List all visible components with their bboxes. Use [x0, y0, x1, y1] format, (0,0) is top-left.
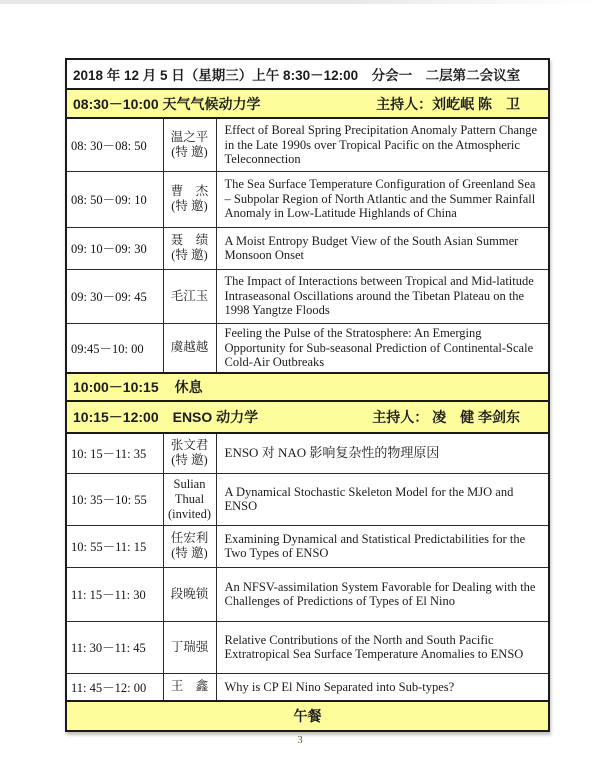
talk-title: An NFSV-assimilation System Favorable for Dealing with the Challenges of Predictions of Types of El Nino	[216, 567, 549, 621]
speaker-cell	[163, 621, 216, 673]
speaker-name: 张文君	[170, 438, 209, 453]
speaker-note: (特 邀)	[171, 453, 208, 468]
talk-time: 08: 30－08: 50	[66, 118, 163, 171]
talk-time: 11: 45－12: 00	[66, 673, 163, 701]
lunch-row	[66, 701, 549, 731]
speaker-name: 虞越越	[170, 340, 209, 355]
speaker-cell	[163, 323, 216, 373]
break-row	[66, 373, 549, 401]
speaker-note: (特 邀)	[171, 199, 208, 213]
talk-time: 09: 30－09: 45	[66, 269, 163, 323]
session2-header-row	[66, 401, 549, 433]
talk-time: 10: 55－11: 15	[66, 525, 163, 567]
talk-title: Examining Dynamical and Statistical Predictabilities for the Two Types of ENSO	[216, 525, 549, 567]
speaker-name: Sulian Thual	[173, 476, 206, 506]
session2-time-title: 10:15－12:00 ENSO 动力学	[73, 409, 259, 425]
talk-title: A Moist Entropy Budget View of the South Asian Summer Monsoon Onset	[216, 227, 549, 269]
talk-title: A Dynamical Stochastic Skeleton Model for the MJO and ENSO	[216, 473, 549, 525]
talk-title: Why is CP El Nino Separated into Sub-types?	[216, 673, 549, 701]
speaker-name: 温之平	[170, 129, 209, 144]
table-header-title: 2018 年 12 月 5 日（星期三）上午 8:30－12:00 分会一 二层第二会议室	[66, 59, 549, 89]
page-number: 3	[297, 734, 303, 746]
speaker-cell	[163, 118, 216, 171]
scan-edge-artifact	[0, 0, 600, 4]
speaker-name: 曹 杰	[170, 184, 209, 198]
talk-row	[66, 525, 549, 567]
speaker-cell	[163, 433, 216, 473]
talk-row	[66, 433, 549, 473]
talk-row	[66, 673, 549, 701]
talk-title: Feeling the Pulse of the Stratosphere: An Emerging Opportunity for Sub-seasonal Prediction of Continental-Scale Cold-Air Outbreaks	[216, 323, 549, 373]
talk-time: 11: 30－11: 45	[66, 621, 163, 673]
speaker-note: (特 邀)	[171, 248, 208, 262]
talk-row	[66, 269, 549, 323]
talk-title: Relative Contributions of the North and South Pacific Extratropical Sea Surface Temperature Anomalies to ENSO	[216, 621, 549, 673]
break-time: 10:00－10:15	[73, 379, 159, 395]
speaker-name: 任宏利	[170, 531, 209, 545]
session1-time-title: 08:30－10:00 天气气候动力学	[73, 95, 261, 112]
talk-time: 10: 35－10: 55	[66, 473, 163, 525]
talk-time: 10: 15－11: 35	[66, 433, 163, 473]
talk-title: The Impact of Interactions between Tropical and Mid-latitude Intraseasonal Oscillations around the Tibetan Plateau on the 1998 Yangtze Floods	[216, 269, 549, 323]
speaker-note: (invited)	[167, 506, 212, 521]
speaker-name: 段晚锁	[170, 586, 209, 601]
talk-row	[66, 473, 549, 525]
talk-row	[66, 227, 549, 269]
speaker-cell	[163, 269, 216, 323]
talk-row	[66, 621, 549, 673]
talk-time: 11: 15－11: 30	[66, 567, 163, 621]
schedule-table	[65, 58, 550, 732]
talk-row	[66, 171, 549, 227]
speaker-cell	[163, 171, 216, 227]
talk-time: 09: 10－09: 30	[66, 227, 163, 269]
speaker-cell	[163, 473, 216, 525]
speaker-cell	[163, 227, 216, 269]
speaker-note: (特 邀)	[171, 546, 208, 560]
speaker-name: 聂 绩	[170, 233, 209, 247]
speaker-cell	[163, 567, 216, 621]
session1-chair: 主持人：刘屹岷 陈 卫	[376, 95, 520, 112]
talk-row	[66, 118, 549, 171]
session2-chair: 主持人： 凌 健 李剑东	[372, 409, 520, 425]
speaker-name: 王 鑫	[170, 679, 209, 694]
speaker-name: 丁瑞强	[170, 639, 209, 654]
talk-title: Effect of Boreal Spring Precipitation Anomaly Pattern Change in the Late 1990s over Tropical Pacific on the Atmospheric Teleconnection	[216, 118, 549, 171]
speaker-cell	[163, 525, 216, 567]
talk-row	[66, 567, 549, 621]
table-header-row	[66, 59, 549, 89]
talk-time: 09:45－10: 00	[66, 323, 163, 373]
talk-row	[66, 323, 549, 373]
session1-header-row	[66, 89, 549, 118]
break-label: 休息	[174, 379, 203, 395]
speaker-note: (特 邀)	[171, 144, 208, 159]
speaker-cell	[163, 673, 216, 701]
talk-title: ENSO 对 NAO 影响复杂性的物理原因	[216, 433, 549, 473]
speaker-name: 毛江玉	[170, 288, 209, 303]
talk-time: 08: 50－09: 10	[66, 171, 163, 227]
talk-title: The Sea Surface Temperature Configuration of Greenland Sea – Subpolar Region of North Atlantic and the Summer Rainfall Anomaly in Low-Latitude Highlands of China	[216, 171, 549, 227]
lunch-label: 午餐	[66, 701, 549, 731]
